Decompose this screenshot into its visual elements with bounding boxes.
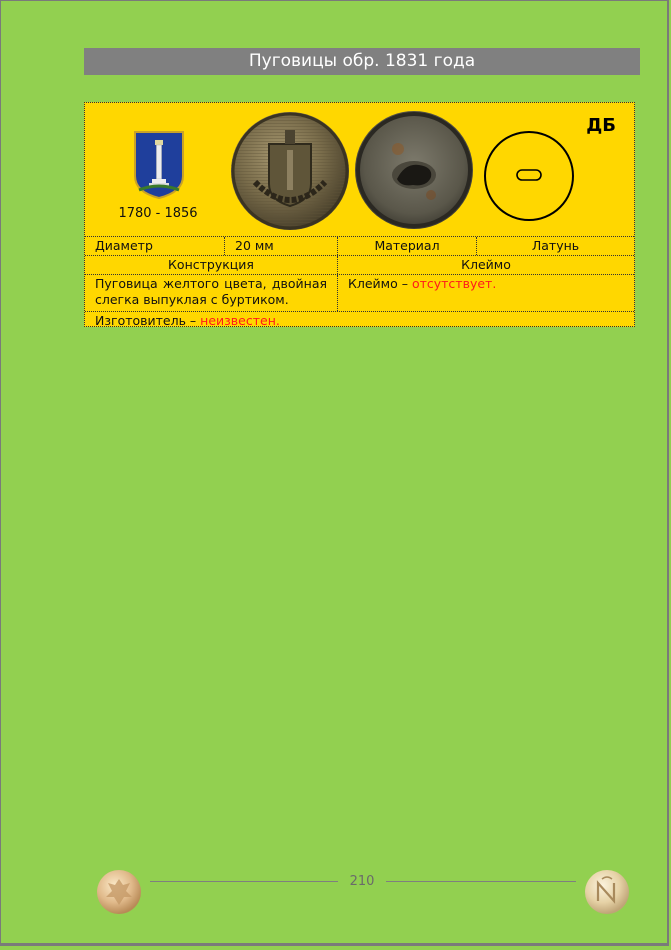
eagle-coin-icon bbox=[96, 869, 142, 915]
mark-text bbox=[337, 275, 634, 311]
type-code: ДБ bbox=[586, 115, 616, 136]
image-row bbox=[85, 103, 634, 236]
button-back-photo-icon bbox=[353, 109, 475, 231]
maker-prefix: Изготовитель – bbox=[95, 313, 201, 328]
coat-of-arms-icon bbox=[133, 130, 185, 200]
years-label: 1780 - 1856 bbox=[118, 206, 198, 221]
info-table bbox=[85, 236, 634, 330]
material-value: Латунь bbox=[476, 237, 634, 255]
table-row bbox=[85, 236, 634, 255]
footer-divider-right bbox=[386, 881, 576, 882]
maker-text bbox=[85, 312, 634, 330]
mark-text-prefix: Клеймо – bbox=[348, 276, 412, 291]
construction-label: Конструкция bbox=[168, 257, 254, 272]
page-title: Пуговицы обр. 1831 года bbox=[84, 48, 640, 75]
monogram-coin-icon bbox=[584, 869, 630, 915]
material-label: Материал bbox=[337, 237, 476, 255]
button-drawing-icon bbox=[483, 130, 575, 222]
construction-text: Пуговица желтого цвета, двойная слегка выпуклая с буртиком. bbox=[95, 276, 327, 307]
maker-value: неизвестен. bbox=[200, 313, 280, 328]
mark-text-value: отсутствует. bbox=[411, 276, 497, 291]
mark-label: Клеймо bbox=[337, 256, 634, 274]
table-row bbox=[85, 274, 634, 311]
diameter-label: Диаметр bbox=[95, 238, 153, 253]
diameter-value: 20 мм bbox=[224, 237, 337, 255]
table-row bbox=[85, 311, 634, 330]
item-card bbox=[84, 102, 635, 327]
button-front-photo-icon bbox=[229, 110, 351, 232]
page-number: 210 bbox=[349, 874, 375, 889]
footer-divider-left bbox=[150, 881, 338, 882]
table-row bbox=[85, 255, 634, 274]
